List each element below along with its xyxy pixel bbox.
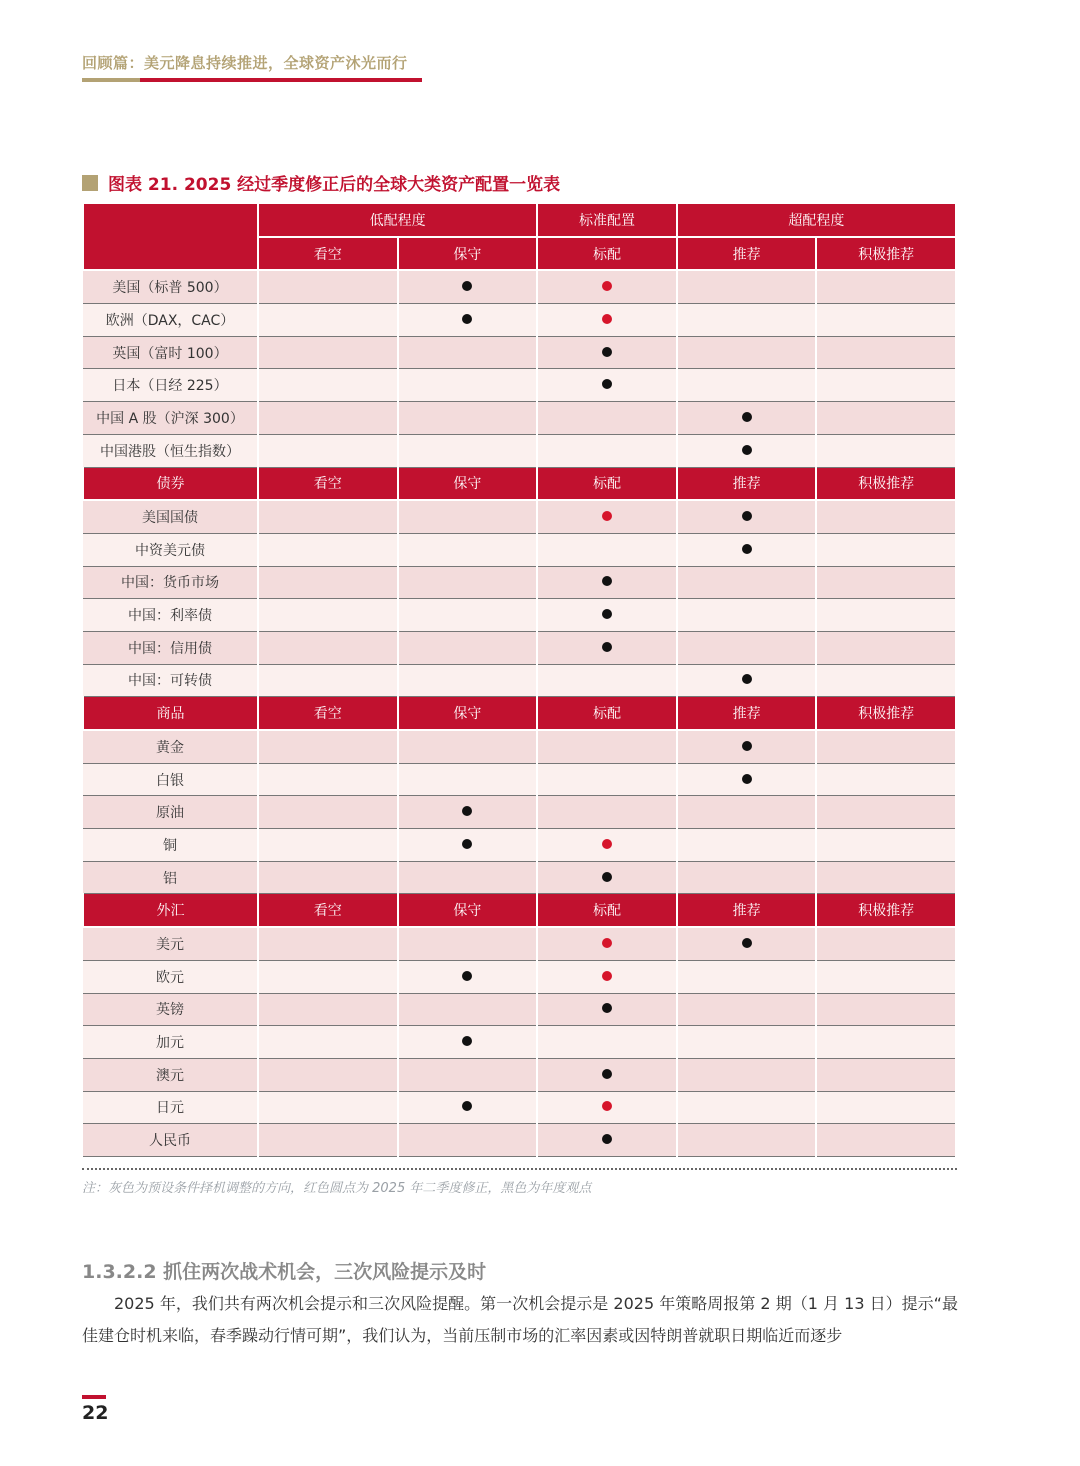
asset-name: 日本（日经 225） bbox=[83, 369, 258, 402]
group-header-row bbox=[83, 204, 956, 237]
allocation-cell bbox=[816, 1091, 956, 1124]
allocation-cell bbox=[398, 829, 538, 862]
level-header-2: 标配 bbox=[537, 467, 677, 500]
allocation-cell bbox=[398, 402, 538, 435]
allocation-cell bbox=[816, 960, 956, 993]
allocation-cell bbox=[537, 599, 677, 632]
allocation-cell bbox=[398, 730, 538, 763]
allocation-cell bbox=[816, 500, 956, 533]
allocation-cell bbox=[258, 1124, 398, 1157]
table-row bbox=[83, 960, 956, 993]
black-dot-icon bbox=[602, 347, 612, 357]
allocation-cell bbox=[537, 566, 677, 599]
allocation-cell bbox=[398, 1058, 538, 1091]
level-header-row bbox=[83, 697, 956, 730]
asset-name: 中国港股（恒生指数） bbox=[83, 434, 258, 467]
allocation-cell bbox=[677, 599, 817, 632]
allocation-cell bbox=[398, 861, 538, 894]
level-header-2: 标配 bbox=[537, 894, 677, 927]
allocation-cell bbox=[677, 402, 817, 435]
table-row bbox=[83, 664, 956, 697]
allocation-cell bbox=[398, 599, 538, 632]
red-dot-icon bbox=[602, 314, 612, 324]
running-header: 回顾篇：美元降息持续推进，全球资产沐光而行 bbox=[82, 54, 408, 72]
level-header-1: 保守 bbox=[398, 467, 538, 500]
black-dot-icon bbox=[742, 412, 752, 422]
level-header-1: 保守 bbox=[398, 697, 538, 730]
black-dot-icon bbox=[742, 674, 752, 684]
allocation-cell bbox=[398, 631, 538, 664]
black-dot-icon bbox=[602, 379, 612, 389]
black-dot-icon bbox=[742, 938, 752, 948]
black-dot-icon bbox=[742, 445, 752, 455]
allocation-cell bbox=[677, 369, 817, 402]
asset-name: 美国国债 bbox=[83, 500, 258, 533]
allocation-cell bbox=[816, 566, 956, 599]
asset-name: 中国：信用债 bbox=[83, 631, 258, 664]
allocation-cell bbox=[537, 631, 677, 664]
allocation-cell bbox=[258, 566, 398, 599]
allocation-cell bbox=[398, 336, 538, 369]
allocation-cell bbox=[258, 730, 398, 763]
asset-name: 英国（富时 100） bbox=[83, 336, 258, 369]
allocation-cell bbox=[677, 304, 817, 337]
allocation-cell bbox=[537, 533, 677, 566]
allocation-cell bbox=[816, 402, 956, 435]
table-row bbox=[83, 369, 956, 402]
allocation-cell bbox=[537, 1026, 677, 1059]
allocation-cell bbox=[398, 993, 538, 1026]
level-header-1: 保守 bbox=[398, 894, 538, 927]
allocation-cell bbox=[677, 664, 817, 697]
allocation-cell bbox=[398, 927, 538, 960]
table-row bbox=[83, 1026, 956, 1059]
allocation-cell bbox=[398, 434, 538, 467]
asset-name: 欧元 bbox=[83, 960, 258, 993]
table-note: 注：灰色为预设条件择机调整的方向，红色圆点为 2025 年二季度修正，黑色为年度观点 bbox=[82, 1181, 592, 1196]
header-rule-gold bbox=[82, 78, 140, 82]
section-heading: 1.3.2.2 抓住两次战术机会，三次风险提示及时 bbox=[82, 1261, 487, 1283]
table-row bbox=[83, 336, 956, 369]
table-row bbox=[83, 533, 956, 566]
asset-name: 中国 A 股（沪深 300） bbox=[83, 402, 258, 435]
table-row bbox=[83, 1091, 956, 1124]
asset-name: 黄金 bbox=[83, 730, 258, 763]
allocation-cell bbox=[398, 1124, 538, 1157]
asset-name: 铝 bbox=[83, 861, 258, 894]
table-row bbox=[83, 500, 956, 533]
asset-name: 白银 bbox=[83, 763, 258, 796]
level-header-row bbox=[83, 467, 956, 500]
allocation-cell bbox=[537, 763, 677, 796]
black-dot-icon bbox=[742, 774, 752, 784]
allocation-cell bbox=[398, 763, 538, 796]
allocation-cell bbox=[258, 270, 398, 303]
allocation-cell bbox=[816, 304, 956, 337]
level-header-3: 推荐 bbox=[677, 237, 817, 271]
allocation-cell bbox=[398, 270, 538, 303]
asset-name: 加元 bbox=[83, 1026, 258, 1059]
allocation-cell bbox=[258, 304, 398, 337]
black-dot-icon bbox=[602, 1003, 612, 1013]
black-dot-icon bbox=[462, 839, 472, 849]
allocation-cell bbox=[816, 730, 956, 763]
allocation-cell bbox=[537, 796, 677, 829]
allocation-cell bbox=[816, 829, 956, 862]
allocation-cell bbox=[258, 960, 398, 993]
allocation-cell bbox=[677, 533, 817, 566]
allocation-cell bbox=[537, 500, 677, 533]
group-header-2: 超配程度 bbox=[677, 204, 956, 237]
level-header-4: 积极推荐 bbox=[816, 697, 956, 730]
allocation-cell bbox=[537, 402, 677, 435]
black-dot-icon bbox=[602, 1134, 612, 1144]
allocation-cell bbox=[677, 1058, 817, 1091]
allocation-cell bbox=[677, 993, 817, 1026]
allocation-cell bbox=[816, 861, 956, 894]
asset-name: 英镑 bbox=[83, 993, 258, 1026]
allocation-cell bbox=[816, 1058, 956, 1091]
allocation-cell bbox=[677, 270, 817, 303]
table-row bbox=[83, 270, 956, 303]
allocation-cell bbox=[258, 1091, 398, 1124]
allocation-cell bbox=[677, 434, 817, 467]
allocation-cell bbox=[816, 927, 956, 960]
allocation-cell bbox=[677, 1091, 817, 1124]
red-dot-icon bbox=[602, 839, 612, 849]
allocation-cell bbox=[677, 960, 817, 993]
table-row bbox=[83, 796, 956, 829]
table-row bbox=[83, 927, 956, 960]
allocation-cell bbox=[398, 1026, 538, 1059]
figure-title bbox=[82, 170, 560, 195]
allocation-cell bbox=[537, 1124, 677, 1157]
allocation-cell bbox=[677, 796, 817, 829]
allocation-cell bbox=[258, 369, 398, 402]
allocation-cell bbox=[258, 599, 398, 632]
allocation-cell bbox=[677, 763, 817, 796]
allocation-cell bbox=[258, 927, 398, 960]
allocation-cell bbox=[537, 960, 677, 993]
allocation-cell bbox=[816, 599, 956, 632]
allocation-cell bbox=[677, 861, 817, 894]
allocation-cell bbox=[537, 861, 677, 894]
allocation-cell bbox=[677, 336, 817, 369]
asset-name: 澳元 bbox=[83, 1058, 258, 1091]
black-dot-icon bbox=[602, 872, 612, 882]
black-dot-icon bbox=[742, 741, 752, 751]
level-header-3: 推荐 bbox=[677, 697, 817, 730]
asset-name: 中国：利率债 bbox=[83, 599, 258, 632]
black-dot-icon bbox=[602, 609, 612, 619]
asset-name: 中国：可转债 bbox=[83, 664, 258, 697]
allocation-cell bbox=[258, 1058, 398, 1091]
allocation-cell bbox=[258, 434, 398, 467]
allocation-cell bbox=[537, 927, 677, 960]
allocation-cell bbox=[677, 1124, 817, 1157]
black-dot-icon bbox=[462, 1036, 472, 1046]
table-row bbox=[83, 763, 956, 796]
allocation-cell bbox=[537, 369, 677, 402]
group-header-1: 标准配置 bbox=[537, 204, 677, 237]
black-dot-icon bbox=[462, 281, 472, 291]
section-label: 商品 bbox=[83, 697, 258, 730]
allocation-cell bbox=[537, 730, 677, 763]
dotted-divider bbox=[82, 1168, 957, 1170]
allocation-cell bbox=[258, 829, 398, 862]
allocation-cell bbox=[537, 993, 677, 1026]
allocation-cell bbox=[537, 664, 677, 697]
allocation-cell bbox=[677, 730, 817, 763]
black-dot-icon bbox=[602, 642, 612, 652]
allocation-cell bbox=[258, 861, 398, 894]
allocation-cell bbox=[398, 500, 538, 533]
black-dot-icon bbox=[602, 1069, 612, 1079]
allocation-cell bbox=[816, 1124, 956, 1157]
allocation-cell bbox=[816, 369, 956, 402]
allocation-cell bbox=[677, 1026, 817, 1059]
table-row bbox=[83, 402, 956, 435]
table-row bbox=[83, 599, 956, 632]
level-header-4: 积极推荐 bbox=[816, 237, 956, 271]
allocation-cell bbox=[677, 566, 817, 599]
red-dot-icon bbox=[602, 938, 612, 948]
level-header-0: 看空 bbox=[258, 237, 398, 271]
allocation-cell bbox=[398, 566, 538, 599]
table-row bbox=[83, 993, 956, 1026]
level-header-4: 积极推荐 bbox=[816, 467, 956, 500]
allocation-cell bbox=[537, 1058, 677, 1091]
asset-name: 日元 bbox=[83, 1091, 258, 1124]
level-header-2: 标配 bbox=[537, 697, 677, 730]
level-header-4: 积极推荐 bbox=[816, 894, 956, 927]
allocation-cell bbox=[258, 796, 398, 829]
allocation-cell bbox=[398, 960, 538, 993]
allocation-cell bbox=[816, 796, 956, 829]
red-dot-icon bbox=[602, 511, 612, 521]
black-dot-icon bbox=[742, 544, 752, 554]
table-row bbox=[83, 434, 956, 467]
red-dot-icon bbox=[602, 281, 612, 291]
allocation-cell bbox=[677, 927, 817, 960]
header-corner-cell bbox=[83, 204, 258, 270]
asset-name: 美国（标普 500） bbox=[83, 270, 258, 303]
allocation-cell bbox=[816, 270, 956, 303]
body-paragraph: 2025 年，我们共有两次机会提示和三次风险提醒。第一次机会提示是 2025 年策略周报第 2 期（1 月 13 日）提示“最佳建仓时机来临，春季躁动行情可期”，我们认为，当前压制市场的汇率因素或因特朗普就职日期临近而逐步 bbox=[82, 1294, 958, 1345]
allocation-cell bbox=[816, 763, 956, 796]
figure-title-text: 图表 21. 2025 经过季度修正后的全球大类资产配置一览表 bbox=[108, 175, 561, 195]
allocation-cell bbox=[258, 336, 398, 369]
table-row bbox=[83, 730, 956, 763]
level-header-1: 保守 bbox=[398, 237, 538, 271]
asset-name: 美元 bbox=[83, 927, 258, 960]
allocation-cell bbox=[816, 664, 956, 697]
allocation-cell bbox=[816, 631, 956, 664]
allocation-cell bbox=[258, 500, 398, 533]
allocation-cell bbox=[816, 336, 956, 369]
black-dot-icon bbox=[462, 314, 472, 324]
level-header-row bbox=[83, 894, 956, 927]
allocation-cell bbox=[398, 304, 538, 337]
allocation-cell bbox=[398, 369, 538, 402]
asset-allocation-table bbox=[82, 204, 957, 1157]
level-header-0: 看空 bbox=[258, 894, 398, 927]
level-header-0: 看空 bbox=[258, 697, 398, 730]
header-rule-red bbox=[140, 78, 422, 82]
allocation-cell bbox=[258, 993, 398, 1026]
table-row bbox=[83, 1058, 956, 1091]
allocation-cell bbox=[677, 500, 817, 533]
table-row bbox=[83, 566, 956, 599]
red-dot-icon bbox=[602, 971, 612, 981]
table-row bbox=[83, 631, 956, 664]
table-row bbox=[83, 304, 956, 337]
allocation-cell bbox=[398, 533, 538, 566]
black-dot-icon bbox=[462, 971, 472, 981]
allocation-cell bbox=[677, 631, 817, 664]
allocation-cell bbox=[677, 829, 817, 862]
asset-name: 中资美元债 bbox=[83, 533, 258, 566]
table-row bbox=[83, 829, 956, 862]
allocation-cell bbox=[258, 1026, 398, 1059]
allocation-cell bbox=[258, 402, 398, 435]
black-dot-icon bbox=[462, 806, 472, 816]
asset-name: 原油 bbox=[83, 796, 258, 829]
red-dot-icon bbox=[602, 1101, 612, 1111]
allocation-cell bbox=[537, 270, 677, 303]
asset-name: 欧洲（DAX，CAC） bbox=[83, 304, 258, 337]
table-row bbox=[83, 1124, 956, 1157]
allocation-cell bbox=[258, 664, 398, 697]
asset-name: 人民币 bbox=[83, 1124, 258, 1157]
allocation-cell bbox=[398, 1091, 538, 1124]
section-label: 外汇 bbox=[83, 894, 258, 927]
section-label: 债券 bbox=[83, 467, 258, 500]
level-header-3: 推荐 bbox=[677, 894, 817, 927]
asset-name: 铜 bbox=[83, 829, 258, 862]
asset-name: 中国：货币市场 bbox=[83, 566, 258, 599]
group-header-0: 低配程度 bbox=[258, 204, 537, 237]
allocation-cell bbox=[816, 533, 956, 566]
level-header-0: 看空 bbox=[258, 467, 398, 500]
page-number: 22 bbox=[82, 1402, 109, 1424]
level-header-2: 标配 bbox=[537, 237, 677, 271]
allocation-cell bbox=[816, 993, 956, 1026]
allocation-cell bbox=[816, 434, 956, 467]
level-header-3: 推荐 bbox=[677, 467, 817, 500]
black-dot-icon bbox=[462, 1101, 472, 1111]
table-row bbox=[83, 861, 956, 894]
black-dot-icon bbox=[742, 511, 752, 521]
allocation-cell bbox=[258, 763, 398, 796]
allocation-cell bbox=[816, 1026, 956, 1059]
allocation-cell bbox=[537, 1091, 677, 1124]
square-bullet-icon bbox=[82, 175, 98, 191]
black-dot-icon bbox=[602, 576, 612, 586]
allocation-cell bbox=[398, 796, 538, 829]
allocation-cell bbox=[258, 631, 398, 664]
allocation-cell bbox=[258, 533, 398, 566]
page-number-rule bbox=[82, 1395, 106, 1399]
allocation-cell bbox=[537, 304, 677, 337]
allocation-cell bbox=[537, 434, 677, 467]
allocation-cell bbox=[537, 336, 677, 369]
allocation-cell bbox=[398, 664, 538, 697]
allocation-cell bbox=[537, 829, 677, 862]
